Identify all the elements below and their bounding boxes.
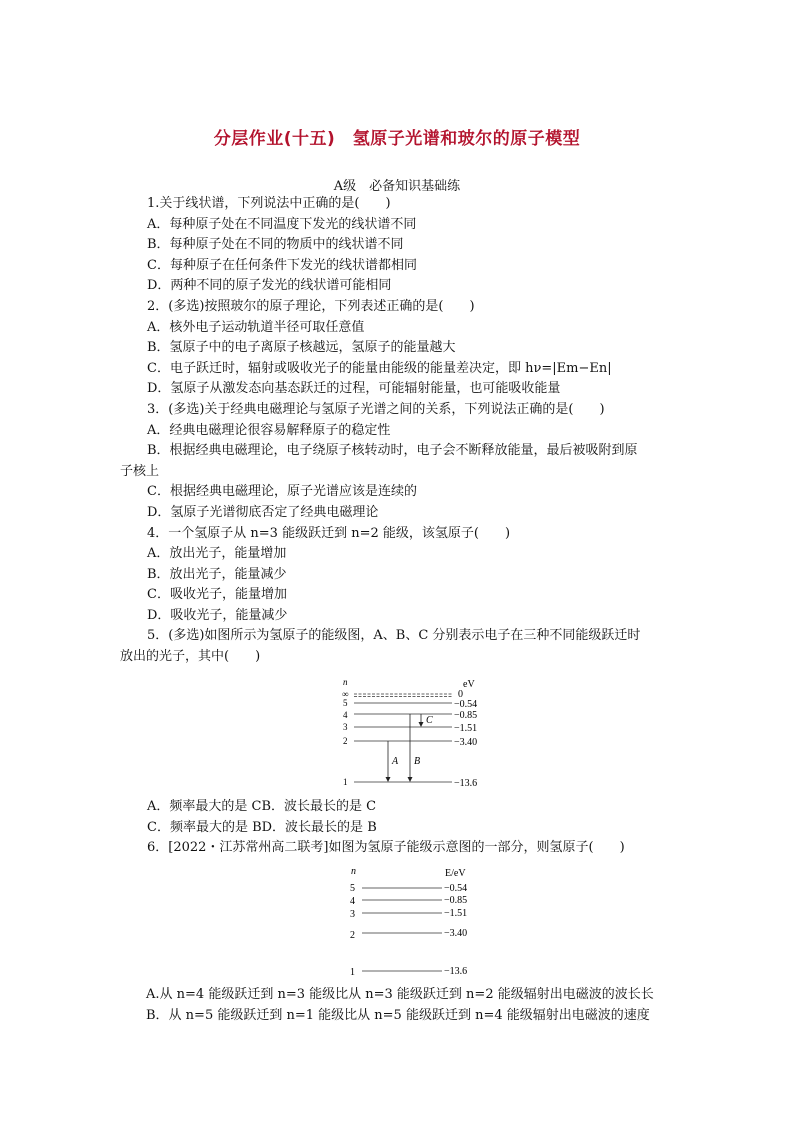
fig1-level-e: −1.51	[454, 723, 478, 734]
q5-stem: 5．(多选)如图所示为氢原子的能级图，A、B、C 分别表示电子在三种不同能级跃迁时	[147, 628, 641, 644]
q2-option-c: C．电子跃迁时，辐射或吸收光子的能量由能级的能量差决定，即 hν=|Em−En|	[147, 360, 612, 376]
q2-stem: 2．(多选)按照玻尔的原子理论，下列表述正确的是( )	[147, 298, 475, 314]
q1-stem: 1.关于线状谱，下列说法中正确的是( )	[147, 196, 391, 211]
q3-option-d: D．氢原子光谱彻底否定了经典电磁理论	[147, 504, 379, 520]
page-title: 分层作业(十五) 氢原子光谱和玻尔的原子模型	[213, 129, 581, 149]
q1-option-b: B．每种原子处在不同的物质中的线状谱不同	[147, 237, 404, 253]
fig2-level-e: −0.85	[444, 895, 468, 906]
fig2-level-e: −3.40	[444, 928, 468, 939]
fig2-level-n: 3	[350, 909, 355, 920]
fig1-n-label: n	[343, 677, 348, 687]
fig2-level-n: 1	[350, 967, 355, 978]
q3-option-b: B．根据经典电磁理论，电子绕原子核转动时，电子会不断释放能量，最后被吸附到原	[147, 443, 638, 459]
q6-options	[146, 985, 686, 1026]
energy-level-diagram-1	[330, 676, 500, 791]
q1-option-d: D．两种不同的原子发光的线状谱可能相同	[147, 278, 392, 294]
q6-option-a: A.从 n=4 能级跃迁到 n=3 能级比从 n=3 能级跃迁到 n=2 能级辐射出电磁波的波长长	[146, 987, 654, 1002]
q2-option-d: D．氢原子从激发态向基态跃迁的过程，可能辐射能量，也可能吸收能量	[147, 381, 561, 397]
q1-option-c: C．每种原子在任何条件下发光的线状谱都相同	[147, 257, 417, 273]
fig1-level-e: −13.6	[454, 778, 478, 789]
q1-option-a: A．每种原子处在不同温度下发光的线状谱不同	[147, 216, 417, 232]
fig2-level-e: −13.6	[444, 966, 468, 977]
q6-stem: 6．[2022・江苏常州高二联考]如图为氢原子能级示意图的一部分，则氢原子( )	[147, 840, 625, 856]
q5-option-cd: C．频率最大的是 BD．波长最长的是 B	[147, 819, 377, 835]
fig1-level-e: −0.85	[454, 710, 478, 721]
q3-stem: 3．(多选)关于经典电磁理论与氢原子光谱之间的关系，下列说法正确的是( )	[147, 401, 605, 417]
q4-option-d: D．吸收光子，能量减少	[147, 607, 288, 623]
fig2-n-label: n	[351, 866, 356, 877]
fig1-level-n: 1	[343, 777, 348, 787]
transition-label-b: B	[414, 756, 421, 767]
fig2-level-n: 5	[350, 883, 355, 894]
fig2-level-n: 4	[350, 896, 355, 907]
fig1-level-e: −3.40	[454, 737, 478, 748]
q3-option-a: A．经典电磁理论很容易解释原子的稳定性	[147, 422, 391, 438]
transition-label-a: A	[392, 756, 399, 767]
q4-option-c: C．吸收光子，能量增加	[147, 587, 287, 603]
q3-option-c: C．根据经典电磁理论，原子光谱应该是连续的	[147, 484, 417, 500]
q4-stem: 4．一个氢原子从 n=3 能级跃迁到 n=2 能级，该氢原子( )	[147, 525, 511, 541]
q2-option-b: B．氢原子中的电子离原子核越远，氢原子的能量越大	[147, 340, 456, 356]
fig1-level-n: 4	[343, 710, 348, 720]
q3-option-b-cont: 子核上	[120, 463, 160, 479]
energy-level-diagram-2	[340, 864, 490, 979]
q4-option-a: A．放出光子，能量增加	[147, 546, 287, 562]
q4-option-b: B．放出光子，能量减少	[147, 566, 287, 582]
fig2-unit-label: E/eV	[445, 868, 466, 879]
q5-option-ab: A．频率最大的是 CB．波长最长的是 C	[147, 799, 377, 814]
q5-options	[120, 797, 680, 859]
fig1-level-n: 2	[343, 736, 348, 746]
q6-option-b: B．从 n=5 能级跃迁到 n=1 能级比从 n=5 能级跃迁到 n=4 能级辐射出电磁波的速度	[146, 1007, 650, 1023]
fig1-level-n: 5	[343, 698, 348, 708]
fig1-unit: eV	[463, 679, 475, 690]
fig2-level-e: −1.51	[444, 908, 468, 919]
q5-stem-cont: 放出的光子，其中( )	[120, 649, 261, 665]
question-body	[120, 194, 680, 668]
fig1-level-n: ∞	[342, 689, 349, 699]
fig2-level-n: 2	[350, 930, 355, 941]
fig2-level-e: −0.54	[444, 883, 468, 894]
transition-label-c: C	[426, 715, 433, 726]
fig1-level-e: 0	[458, 689, 463, 700]
q2-option-a: A．核外电子运动轨道半径可取任意值	[147, 319, 365, 335]
section-heading: A级 必备知识基础练	[333, 179, 461, 194]
fig1-level-e: −0.54	[454, 699, 478, 710]
fig1-level-n: 3	[343, 722, 348, 732]
